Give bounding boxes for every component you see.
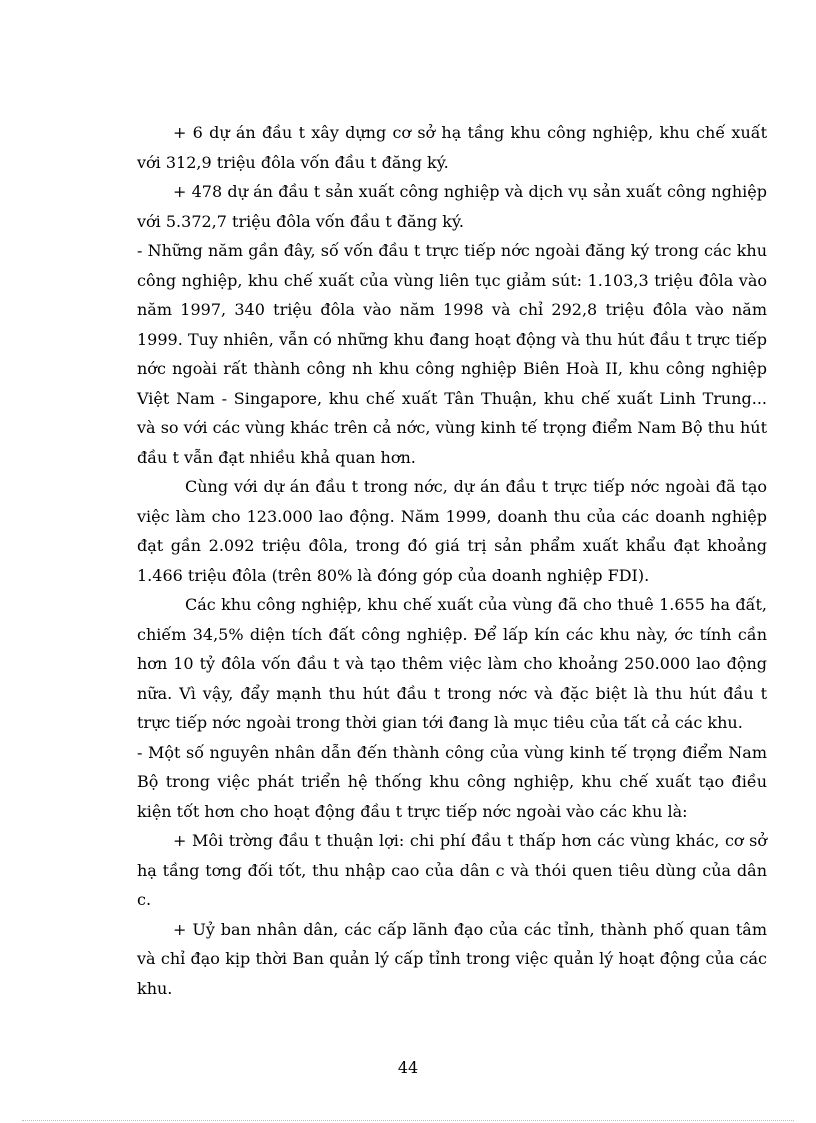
paragraph-success-reasons: - Một số nguyên nhân dẫn đến thành công của vùng kinh tế trọng điểm Nam Bộ trong việc phát triển hệ thống khu công nghiệp, khu chế xuất tạo điều kiện tốt hơn cho hoạt động đầu t trực tiếp nớc ngoài vào các khu là:: [137, 742, 767, 821]
paragraph-project-industrial: + 478 dự án đầu t sản xuất công nghiệp và dịch vụ sản xuất công nghiệp với 5.372,7 triệu đôla vốn đầu t đăng ký.: [137, 182, 767, 231]
paragraph-investment-environment: + Môi trờng đầu t thuận lợi: chi phí đầu t thấp hơn các vùng khác, cơ sở hạ tầng tơng đối tốt, thu nhập cao của dân c và thói quen tiêu dùng của dân c.: [137, 831, 767, 909]
body-text: [137, 118, 767, 1003]
paragraph-peoples-committee: + Uỷ ban nhân dân, các cấp lãnh đạo của các tỉnh, thành phố quan tâm và chỉ đạo kịp thời Ban quản lý cấp tỉnh trong việc quản lý hoạt động của các khu.: [137, 919, 767, 998]
paragraph-recent-years: - Những năm gần đây, số vốn đầu t trực tiếp nớc ngoài đăng ký trong các khu công nghiệp, khu chế xuất của vùng liên tục giảm sút: 1.103,3 triệu đôla vào năm 1997, 340 triệu đôla vào năm 1998 và chỉ 292,8 triệu đôla vào năm 1999. Tuy nhiên, vẫn có những khu đang hoạt động và thu hút đầu t trực tiếp nớc ngoài rất thành công nh khu công nghiệp Biên Hoà II, khu công nghiệp Việt Nam - Singapore, khu chế xuất Tân Thuận, khu chế xuất Linh Trung... và so với các vùng khác trên cả nớc, vùng kinh tế trọng điểm Nam Bộ thu hút đầu t vẫn đạt nhiều khả quan hơn.: [137, 241, 767, 467]
paragraph-land-lease: Các khu công nghiệp, khu chế xuất của vùng đã cho thuê 1.655 ha đất, chiếm 34,5% diện tích đất công nghiệp. Để lấp kín các khu này, ớc tính cần hơn 10 tỷ đôla vốn đầu t và tạo thêm việc làm cho khoảng 250.000 lao động nữa. Vì vậy, đẩy mạnh thu hút đầu t trong nớc và đặc biệt là thu hút đầu t trực tiếp nớc ngoài trong thời gian tới đang là mục tiêu của tất cả các khu.: [137, 595, 767, 732]
page-bottom-divider: [22, 1120, 794, 1121]
paragraph-project-infrastructure: + 6 dự án đầu t xây dựng cơ sở hạ tầng khu công nghiệp, khu chế xuất với 312,9 triệu đôla vốn đầu t đăng ký.: [137, 123, 767, 172]
paragraph-employment: Cùng với dự án đầu t trong nớc, dự án đầu t trực tiếp nớc ngoài đã tạo việc làm cho 123.000 lao động. Năm 1999, doanh thu của các doanh nghiệp đạt gần 2.092 triệu đôla, trong đó giá trị sản phẩm xuất khẩu đạt khoảng 1.466 triệu đôla (trên 80% là đóng góp của doanh nghiệp FDI).: [137, 477, 767, 585]
page-number: 44: [397, 1058, 419, 1077]
